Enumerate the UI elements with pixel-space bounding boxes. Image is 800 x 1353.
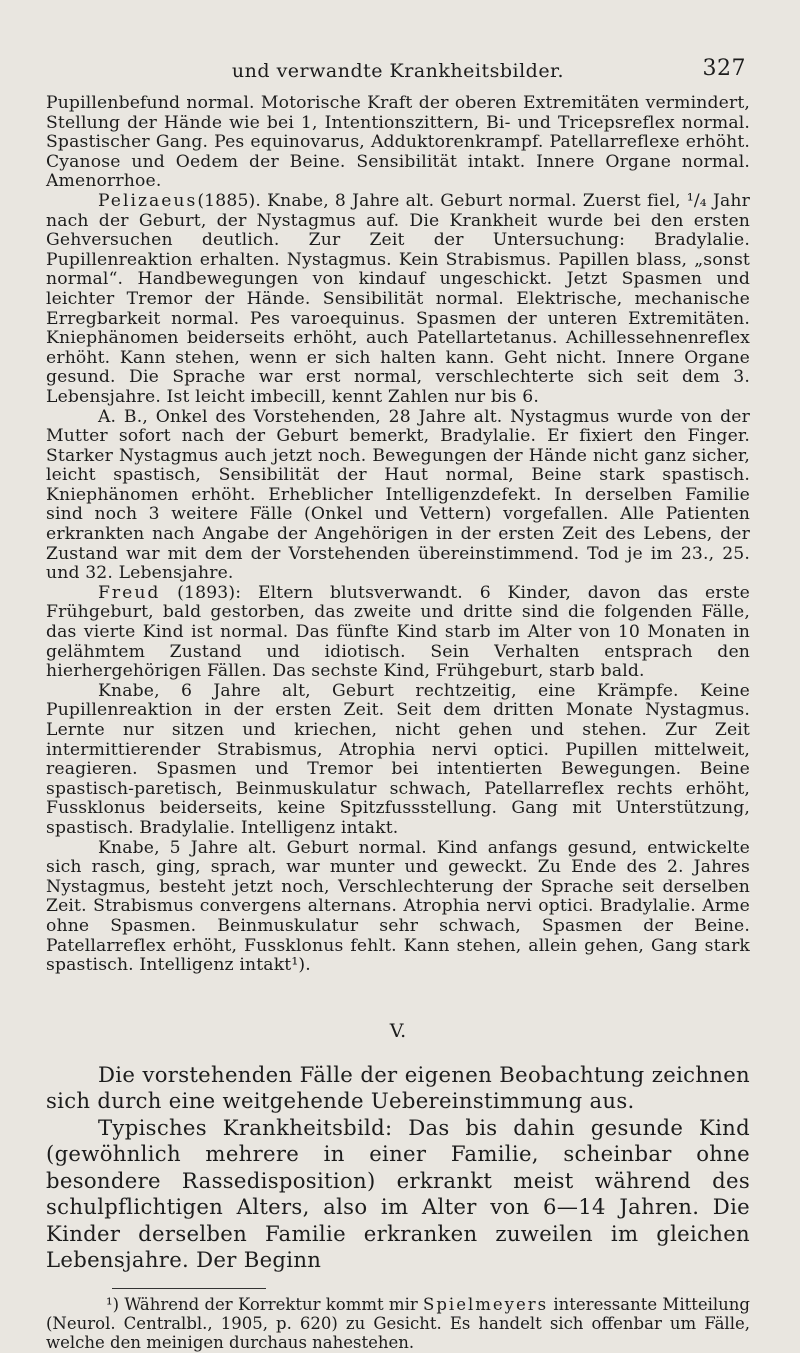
paragraph-text: (1893): Eltern blutsverwandt. 6 Kinder, davon das erste Frühgeburt, bald gestorben, das zweite und dritte sind die folgenden Fälle, das vierte Kind ist normal. Das fünfte Kind starb im Alter von 10 Monaten in gelähmtem Zustand und idiotisch. Sein Verhalten entsprach den hierhergehörigen Fällen. Das sechste Kind, Frühgeburt, starb bald. — [46, 582, 750, 682]
footnote-text-after: interessante Mitteilung (Neurol. Centralbl., 1905, p. 620) zu Gesicht. Es handelt sich offenbar um Fälle, welche den meinigen durchaus nahestehen. — [46, 1294, 750, 1352]
paragraph-text: A. B., Onkel des Vorstehenden, 28 Jahre alt. Nystagmus wurde von der Mutter sofort nach der Geburt bemerkt, Bradylalie. Er fixiert den Finger. Starker Nystagmus auch jetzt noch. Bewegungen der Hände nicht ganz sicher, leicht spastisch, Sensibilität der Haut normal, Beine stark spastisch. Kniephänomen erhöht. Erheblicher Intelligenzdefekt. In derselben Familie sind noch 3 weitere Fälle (Onkel und Vettern) vorgefallen. Alle Patienten erkrankten nach Angabe der Angehörigen in der ersten Zeit des Lebens, der Zustand war mit dem der Vorstehenden übereinstimmend. Tod je im 23., 25. und 32. Lebensjahre. — [46, 406, 750, 584]
body-paragraph-1: Die vorstehenden Fälle der eigenen Beobachtung zeichnen sich durch eine weitgehende Uebereinstimmung aus. — [46, 1061, 750, 1114]
paragraph-text: Knabe, 5 Jahre alt. Geburt normal. Kind anfangs gesund, entwickelte sich rasch, ging, sprach, war munter und geweckt. Zu Ende des 2. Jahres Nystagmus, besteht jetzt noch, Verschlechterung der Sprache seit derselben Zeit. Strabismus convergens alternans. Atrophia nervi optici. Bradylalie. Arme ohne Spasmen. Beinmuskulatur sehr schwach, Spasmen der Beine. Patellarreflex erhöht, Fussklonus fehlt. Kann stehen, allein gehen, Gang stark spastisch. Intelligenz intakt¹). — [46, 837, 750, 976]
running-title: und verwandte Krankheitsbilder. — [231, 60, 565, 82]
case-paragraph-knabe-6 — [46, 682, 750, 839]
main-text — [46, 1062, 750, 1274]
page-header — [46, 58, 750, 94]
case-paragraph-pelizaeus — [46, 192, 750, 408]
paragraph-text: Knabe, 6 Jahre alt, Geburt rechtzeitig, eine Krämpfe. Keine Pupillenreaktion in der ersten Zeit. Seit dem dritten Monate Nystagmus. Lernte nur sitzen und kriechen, nicht gehen und stehen. Zur Zeit intermittierender Strabismus, Atrophia nervi optici. Pupillen mittelweit, reagieren. Spasmen und Tremor bei intentierten Bewegungen. Beine spastisch-paretisch, Beinmuskulatur schwach, Patellarreflex rechts erhöht, Fussklonus beiderseits, keine Spitzfussstellung. Gang mit Unterstützung, spastisch. Bradylalie. Intelligenz intakt. — [46, 680, 750, 838]
case-paragraph-ab — [46, 408, 750, 584]
footnote-author-name: Spielmeyers — [423, 1294, 549, 1314]
paragraph-text: (1885). Knabe, 8 Jahre alt. Geburt normal. Zuerst fiel, ¹/₄ Jahr nach der Geburt, der Nystagmus auf. Die Krankheit wurde bei den ersten Gehversuchen deutlich. Zur Zeit der Untersuchung: Bradylalie. Pupillenreaktion erhalten. Nystagmus. Kein Strabismus. Papillen blass, „sonst normal“. Handbewegungen von kindauf ungeschickt. Jetzt Spasmen und leichter Tremor der Hände. Sensibilität normal. Elektrische, mechanische Erregbarkeit normal. Pes varoequinus. Spasmen der unteren Extremitäten. Kniephänomen beiderseits erhöht, auch Patellartetanus. Achillessehnenreflex erhöht. Kann stehen, wenn er sich halten kann. Geht nicht. Innere Organe gesund. Die Sprache war erst normal, verschlechterte sich seit dem 3. Lebensjahre. Ist leicht imbecill, kennt Zahlen nur bis 6. — [46, 190, 750, 407]
footnote-text-before: Während der Korrektur kommt mir — [119, 1294, 424, 1314]
body-paragraph-2: Typisches Krankheitsbild: Das bis dahin gesunde Kind (gewöhnlich mehrere in einer Familie, scheinbar ohne besondere Rassedisposition) erkrankt meist während des schulpflichtigen Alters, also im Alter von 6—14 Jahren. Die Kinder derselben Familie erkranken zuweilen im gleichen Lebensjahre. Der Beginn — [46, 1114, 750, 1273]
footnote-marker: ¹) — [106, 1294, 120, 1314]
page-number: 327 — [702, 56, 746, 81]
case-paragraph-freud — [46, 584, 750, 682]
case-paragraph-knabe-5 — [46, 839, 750, 976]
footnote — [46, 1295, 750, 1352]
paragraph-text: Pupillenbefund normal. Motorische Kraft der oberen Extremitäten vermindert, Stellung der Hände wie bei 1, Intentionszittern, Bi- und Tricepsreflex normal. Spastischer Gang. Pes equinovarus, Adduktorenkrampf. Patellarreflexe erhöht. Cyanose und Oedem der Beine. Sensibilität intakt. Innere Organe normal. Amenorrhoe. — [46, 93, 750, 192]
author-name: Pelizaeus — [98, 190, 198, 211]
section-heading: V. — [389, 1019, 407, 1042]
case-reports — [46, 94, 750, 976]
author-name: Freud — [98, 582, 161, 603]
case-paragraph-1 — [46, 94, 750, 192]
footnote-divider — [112, 1288, 266, 1289]
